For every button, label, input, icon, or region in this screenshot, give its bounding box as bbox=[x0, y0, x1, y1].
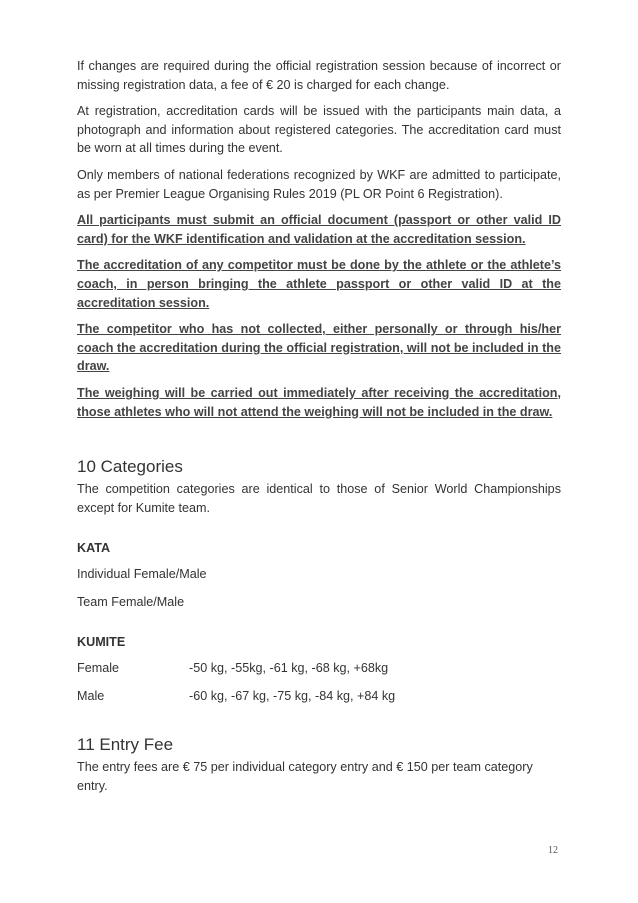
official-document-paragraph: All participants must submit an official document (passport or other valid ID card) for the WKF identification and validation at the accreditation session. bbox=[77, 213, 561, 246]
kumite-value-female: -50 kg, -55kg, -61 kg, -68 kg, +68kg bbox=[189, 661, 389, 676]
kumite-row-male bbox=[77, 687, 561, 705]
kata-item-individual: Individual Female/Male bbox=[77, 567, 207, 582]
entry-fee-text: The entry fees are € 75 per individual category entry and € 150 per team category entry. bbox=[77, 760, 533, 793]
kumite-title: KUMITE bbox=[77, 635, 126, 650]
page-content bbox=[77, 57, 561, 803]
not-collected-paragraph: The competitor who has not collected, either personally or through his/her coach the accreditation during the official registration, will not be included in the draw. bbox=[77, 322, 561, 374]
entry-fee-heading: 11 Entry Fee bbox=[77, 735, 174, 755]
registration-fee-paragraph: If changes are required during the official registration session because of incorrect or missing registration data, a fee of € 20 is charged for each change. bbox=[77, 59, 561, 92]
page-number: 12 bbox=[548, 845, 558, 856]
kumite-label-female: Female bbox=[77, 661, 119, 676]
wkf-members-paragraph: Only members of national federations recognized by WKF are admitted to participate, as per Premier League Organising Rules 2019 (PL OR Point 6 Registration). bbox=[77, 167, 561, 201]
weighing-paragraph: The weighing will be carried out immediately after receiving the accreditation, those athletes who will not attend the weighing will not be included in the draw. bbox=[77, 385, 561, 419]
kumite-value-male: -60 kg, -67 kg, -75 kg, -84 kg, +84 kg bbox=[189, 689, 396, 704]
categories-heading: 10 Categories bbox=[77, 457, 183, 477]
accreditation-cards-paragraph: At registration, accreditation cards will be issued with the participants main data, a photograph and information about registered categories. The accreditation card must be worn at all times during the event. bbox=[77, 104, 561, 156]
kata-item-team: Team Female/Male bbox=[77, 595, 185, 610]
kata-title: KATA bbox=[77, 541, 111, 556]
accreditation-in-person-paragraph: The accreditation of any competitor must be done by the athlete or the athlete’s coach, in person bringing the athlete passport or other valid ID at the accreditation session. bbox=[77, 258, 561, 310]
kumite-label-male: Male bbox=[77, 689, 105, 704]
kumite-row-female bbox=[77, 659, 561, 677]
categories-intro: The competition categories are identical to those of Senior World Championships except for Kumite team. bbox=[77, 482, 561, 515]
